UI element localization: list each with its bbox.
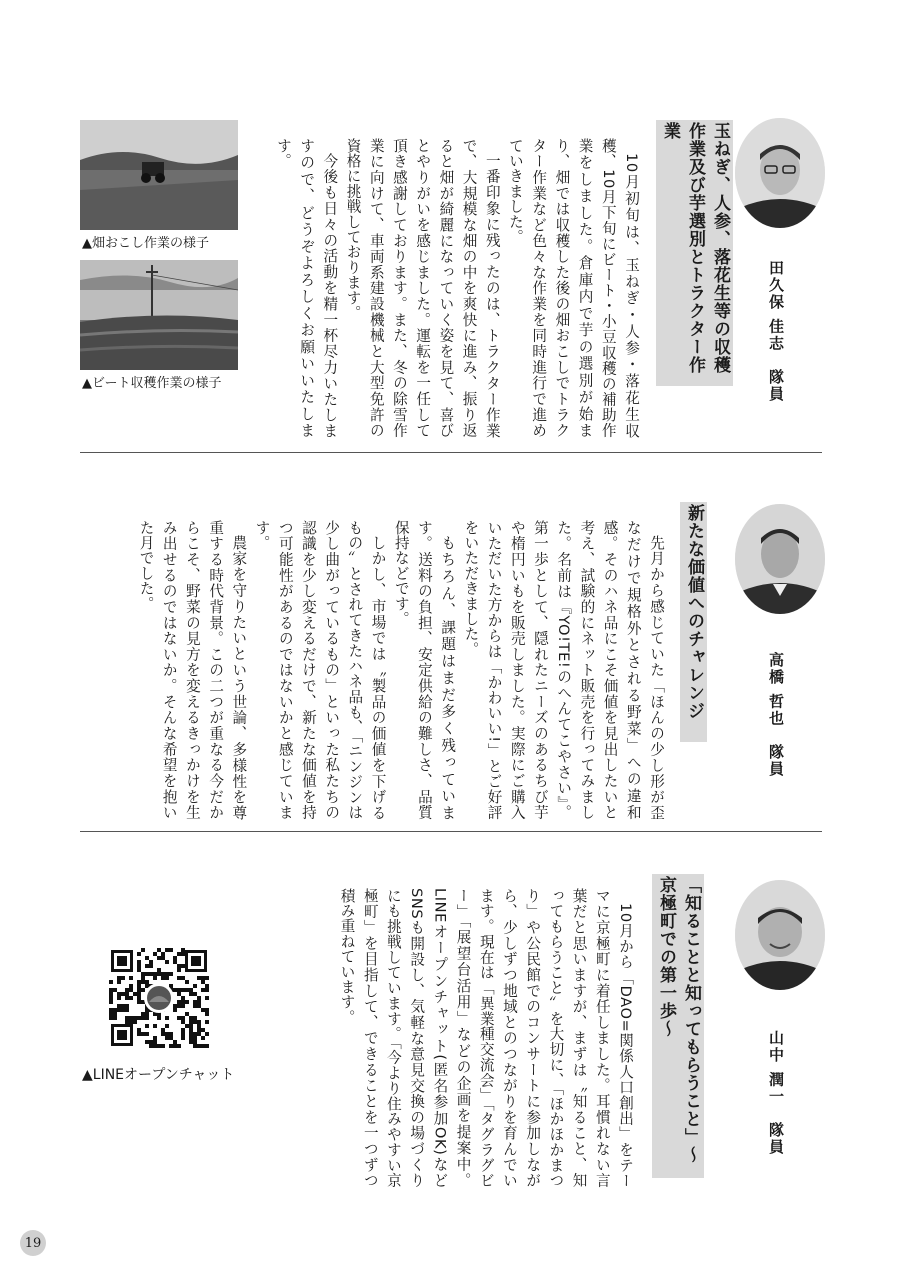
paragraph: 10月初旬は、玉ねぎ・人参・落花生収穫、10月下旬にビート・小豆収穫の補助作業をしました。倉庫内で芋の選別が始まり、畑では収穫した後の畑おこしでトラクター作業など色々な作業を同時進行で進めていきました。 — [506, 138, 640, 438]
article-title-text: 玉ねぎ、人参、落花生等の収穫作業及び芋選別とトラクター作業 — [660, 122, 730, 374]
member-name-text: 山中 潤一 — [767, 1030, 785, 1106]
member-name-text: 田久保 佳志 — [767, 260, 785, 353]
beet-pile-image-icon — [80, 260, 238, 370]
article-body — [90, 520, 668, 820]
portrait-takahashi — [735, 504, 825, 614]
paragraph: しかし、市場では〝製品の価値を下げるもの〟とされてきたハネ品も、「ニンジンは少し曲がっているもの」といった私たちの認識を少し変えるだけで、新たな価値を持つ可能性があるのではないかと感じています。 — [253, 520, 387, 820]
member-rank: 隊員 — [767, 744, 785, 779]
paragraph: 農家を守りたいという世論、多様性を尊重する時代背景。この二つが重なる今だからこそ、野菜の見方を変えるきっかけを生み出せるのではないか。そんな希望を抱いた月でした。 — [137, 520, 248, 820]
section-divider — [80, 452, 822, 453]
article-takubo — [0, 100, 900, 450]
paragraph: 今後も日々の活動を精一杯尽力いたしますので、どうぞよろしくお願いいたします。 — [274, 138, 339, 438]
article-body — [255, 138, 643, 438]
article-title-text: 新たな価値へのチャレンジ — [684, 504, 704, 720]
member-name — [768, 1030, 783, 1156]
article-title-text: 「知ることと知ってもらうこと」〜京極町での第一歩〜 — [656, 876, 701, 1164]
person-photo-icon — [735, 880, 825, 990]
page-number: 19 — [20, 1230, 46, 1256]
photo-field-plowing — [80, 120, 238, 230]
paragraph: もちろん、課題はまだ多く残っています。送料の負担、安定供給の難しさ、品質保持などです。 — [392, 520, 457, 820]
paragraph: 10月から「DAO=関係人口創出」をテーマに京極町に着任しました。耳慣れない言葉だと思いますが、まずは〝知ること、知ってもらうこと〟を大切に、「ほかほかまつり」や公民館でのコンサートに参加しながら、少しずつ地域とのつながりを育んでいます。現在は「異業種交流会」「タグラグビー」「展望台活用」などの企画を提案中。LINEオープンチャット(匿名参加OK)などSNSも開設し、気軽な意見交換の場づくりにも挑戦しています。「今より住みやすい京極町」を目指して、できることを一つずつ積み重ねています。 — [338, 888, 634, 1188]
section-divider — [80, 831, 822, 832]
member-rank: 隊員 — [767, 1122, 785, 1157]
article-body — [275, 888, 637, 1188]
qr-caption: ▲LINEオープンチャット — [82, 1067, 235, 1083]
tractor-field-image-icon — [80, 120, 238, 230]
portrait-takubo — [735, 118, 825, 228]
qr-code[interactable] — [107, 946, 211, 1050]
article-title — [652, 874, 704, 1178]
article-title — [680, 502, 707, 742]
article-title — [656, 120, 733, 386]
person-photo-icon — [735, 118, 825, 228]
member-name — [768, 652, 783, 778]
photo-caption: ▲畑おこし作業の様子 — [82, 236, 209, 251]
photo-caption: ▲ビート収穫作業の様子 — [82, 376, 222, 391]
member-name — [768, 260, 783, 403]
member-name-text: 高橋 哲也 — [767, 652, 785, 728]
qr-code-icon — [107, 946, 211, 1050]
member-rank: 隊員 — [767, 369, 785, 404]
person-photo-icon — [735, 504, 825, 614]
paragraph: 一番印象に残ったのは、トラクター作業で、大規模な畑の中を爽快に進み、振り返ると畑が綺麗になっていく姿を見て、喜びとやりがいを感じました。運転を一任して頂き感謝しております。また、冬の除雪作業に向けて、車両系建設機械と大型免許の資格に挑戦しております。 — [344, 138, 501, 438]
article-takahashi — [0, 480, 900, 830]
portrait-yamanaka — [735, 880, 825, 990]
photo-beet-harvest — [80, 260, 238, 370]
paragraph: 先月から感じていた「ほんの少し形が歪なだけで規格外とされる野菜」への違和感。そのハネ品にこそ価値を見出したいと考え、試験的にネット販売を行ってみました。名前は『YO!TE!のへんてこやさい』。第一歩として、隠れたニーズのあるちび芋や楕円いもを販売しました。実際にご購入いただいた方からは「かわいい!」とご好評をいただきました。 — [462, 520, 665, 820]
